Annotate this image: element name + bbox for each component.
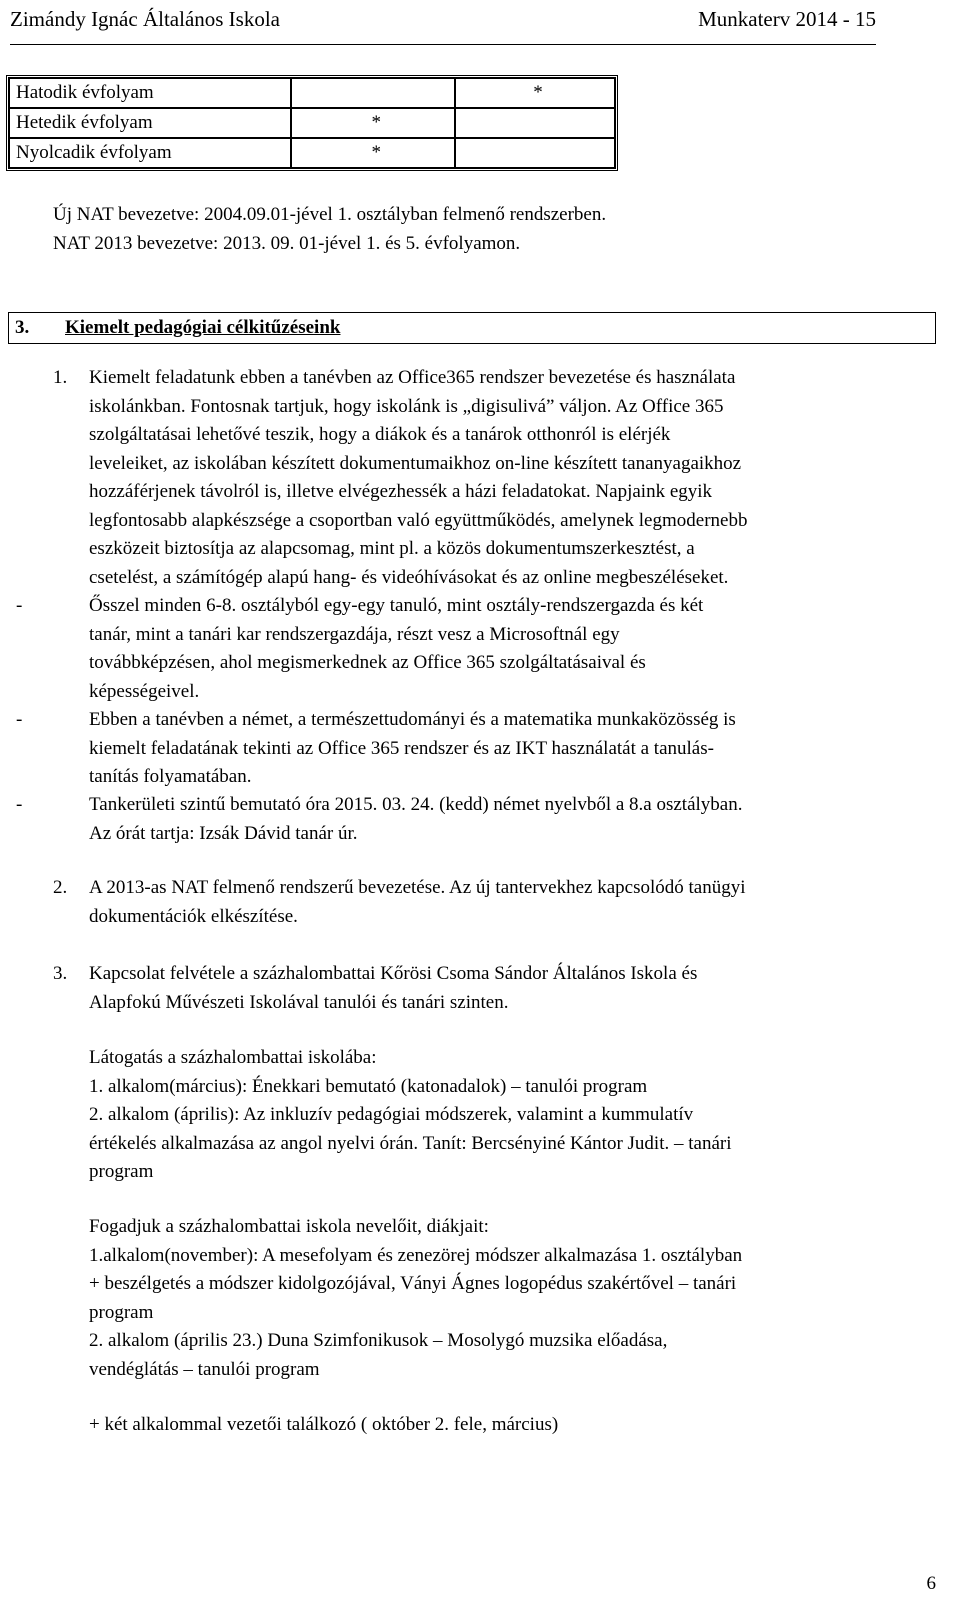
dash-mark: -: [16, 595, 23, 616]
text-line: legfontosabb alapkészsége a csoportban való együttműködés, amelynek legmodernebb: [89, 509, 748, 531]
nat-info: [53, 201, 606, 258]
text-line: Fogadjuk a százhalombattai iskola nevelőit, diákjait:: [89, 1216, 489, 1237]
item-number: 3.: [53, 963, 68, 984]
text-line: + beszélgetés a módszer kidolgozójával, Ványi Ágnes logopédus szakértővel – tanári: [89, 1273, 737, 1294]
table-cell: Hetedik évfolyam: [9, 108, 291, 138]
text-line: Kapcsolat felvétele a százhalombattai Kőrösi Csoma Sándor Általános Iskola és: [89, 963, 698, 984]
text-line: iskolánkban. Fontosnak tartjuk, hogy iskolánk is „digisulivá” váljon. Az Office 365: [89, 395, 724, 417]
section-number: 3.: [15, 317, 30, 338]
dash-text: [89, 791, 937, 848]
item-number: 1.: [53, 367, 68, 388]
table-cell: Hatodik évfolyam: [9, 78, 291, 108]
text-line: leveleiket, az iskolában készített dokumentumaikhoz on-line készített tananyagaikhoz: [89, 452, 742, 474]
text-line: Az órát tartja: Izsák Dávid tanár úr.: [89, 822, 358, 844]
text-line: tanár, mint a tanári kar rendszergazdája, részt vesz a Microsoftnál egy: [89, 623, 620, 645]
text-line: Alapfokú Művészeti Iskolával tanulói és tanári szinten.: [89, 991, 509, 1013]
text-line: Látogatás a százhalombattai iskolába:: [89, 1047, 377, 1068]
text-line: szolgáltatásai lehetővé teszik, hogy a diákok és a tanárok otthonról is elérjék: [89, 424, 671, 445]
text-line: Ősszel minden 6-8. osztályból egy-egy tanuló, mint osztály-rendszergazda és két: [89, 595, 704, 616]
text-line: értékelés alkalmazása az angol nyelvi órán. Tanít: Bercsényiné Kántor Judit. – tanári: [89, 1132, 732, 1154]
text-line: 1.alkalom(november): A mesefolyam és zenezörej módszer alkalmazása 1. osztályban: [89, 1244, 743, 1266]
text-line: továbbképzésen, ahol megismerkednek az Office 365 szolgáltatásaival és: [89, 652, 646, 673]
text-line: 1. alkalom(március): Énekkari bemutató (katonadalok) – tanulói program: [89, 1075, 648, 1097]
text-line: Ebben a tanévben a német, a természettudományi és a matematika munkaközösség is: [89, 709, 736, 730]
document-title: Munkaterv 2014 - 15: [698, 7, 876, 31]
school-name: Zimándy Ignác Általános Iskola: [10, 7, 281, 31]
text-line: hozzáférjenek távolról is, illetve elvégezhessék a házi feladatokat. Napjaink egyik: [89, 481, 713, 502]
table-row: [9, 138, 615, 168]
text-line: Tankerületi szintű bemutató óra 2015. 03. 24. (kedd) német nyelvből a 8.a osztályban.: [89, 794, 743, 815]
table-cell: Nyolcadik évfolyam: [9, 138, 291, 168]
text-line: eszközeit biztosítja az alapcsomag, mint pl. a közös dokumentumszerkesztést, a: [89, 538, 695, 559]
nat-line: Új NAT bevezetve: 2004.09.01-jével 1. osztályban felmenő rendszerben.: [53, 204, 607, 225]
dash-text: [89, 592, 937, 706]
text-line: kiemelt feladatának tekinti az Office 365 rendszer és az IKT használatát a tanulás-: [89, 737, 714, 759]
text-line: képességeivel.: [89, 680, 200, 702]
table-cell: [455, 108, 615, 138]
table-cell: *: [291, 108, 455, 138]
grade-table: [6, 75, 618, 171]
dash-mark: -: [16, 794, 23, 815]
item-text: [89, 874, 937, 931]
page-number: 6: [926, 1573, 936, 1594]
text-line: vendéglátás – tanulói program: [89, 1358, 320, 1380]
table-cell: *: [455, 78, 615, 108]
table-cell: [455, 138, 615, 168]
receive-block: [89, 1213, 937, 1384]
nat-line: NAT 2013 bevezetve: 2013. 09. 01-jével 1. és 5. évfolyamon.: [53, 232, 521, 254]
text-line: csetelést, a számítógép alapú hang- és videóhívásokat és az online megbeszéléseket.: [89, 566, 729, 588]
text-line: + két alkalommal vezetői találkozó ( október 2. fele, március): [89, 1414, 559, 1435]
text-line: 2. alkalom (április 23.) Duna Szimfonikusok – Mosolygó muzsika előadása,: [89, 1330, 668, 1351]
dash-text: [89, 706, 937, 792]
final-note: [89, 1411, 937, 1440]
dash-mark: -: [16, 709, 23, 730]
visit-block: [89, 1044, 937, 1187]
text-line: program: [89, 1161, 154, 1182]
item-text: [89, 960, 937, 1017]
table-row: [9, 108, 615, 138]
text-line: dokumentációk elkészítése.: [89, 905, 298, 927]
table-cell: [291, 78, 455, 108]
table-cell: *: [291, 138, 455, 168]
header-divider: [10, 44, 876, 45]
text-line: 2. alkalom (április): Az inkluzív pedagógiai módszerek, valamint a kummulatív: [89, 1104, 694, 1125]
text-line: Kiemelt feladatunk ebben a tanévben az Office365 rendszer bevezetése és használata: [89, 367, 736, 388]
text-line: program: [89, 1301, 154, 1323]
page-header: [10, 3, 876, 35]
table-row: [9, 78, 615, 108]
text-line: A 2013-as NAT felmenő rendszerű bevezetése. Az új tantervekhez kapcsolódó tanügyi: [89, 877, 746, 898]
item-text: [89, 364, 937, 592]
section-title: Kiemelt pedagógiai célkitűzéseink: [65, 317, 341, 338]
item-number: 2.: [53, 877, 68, 898]
section-heading: [8, 312, 936, 344]
text-line: tanítás folyamatában.: [89, 766, 252, 787]
